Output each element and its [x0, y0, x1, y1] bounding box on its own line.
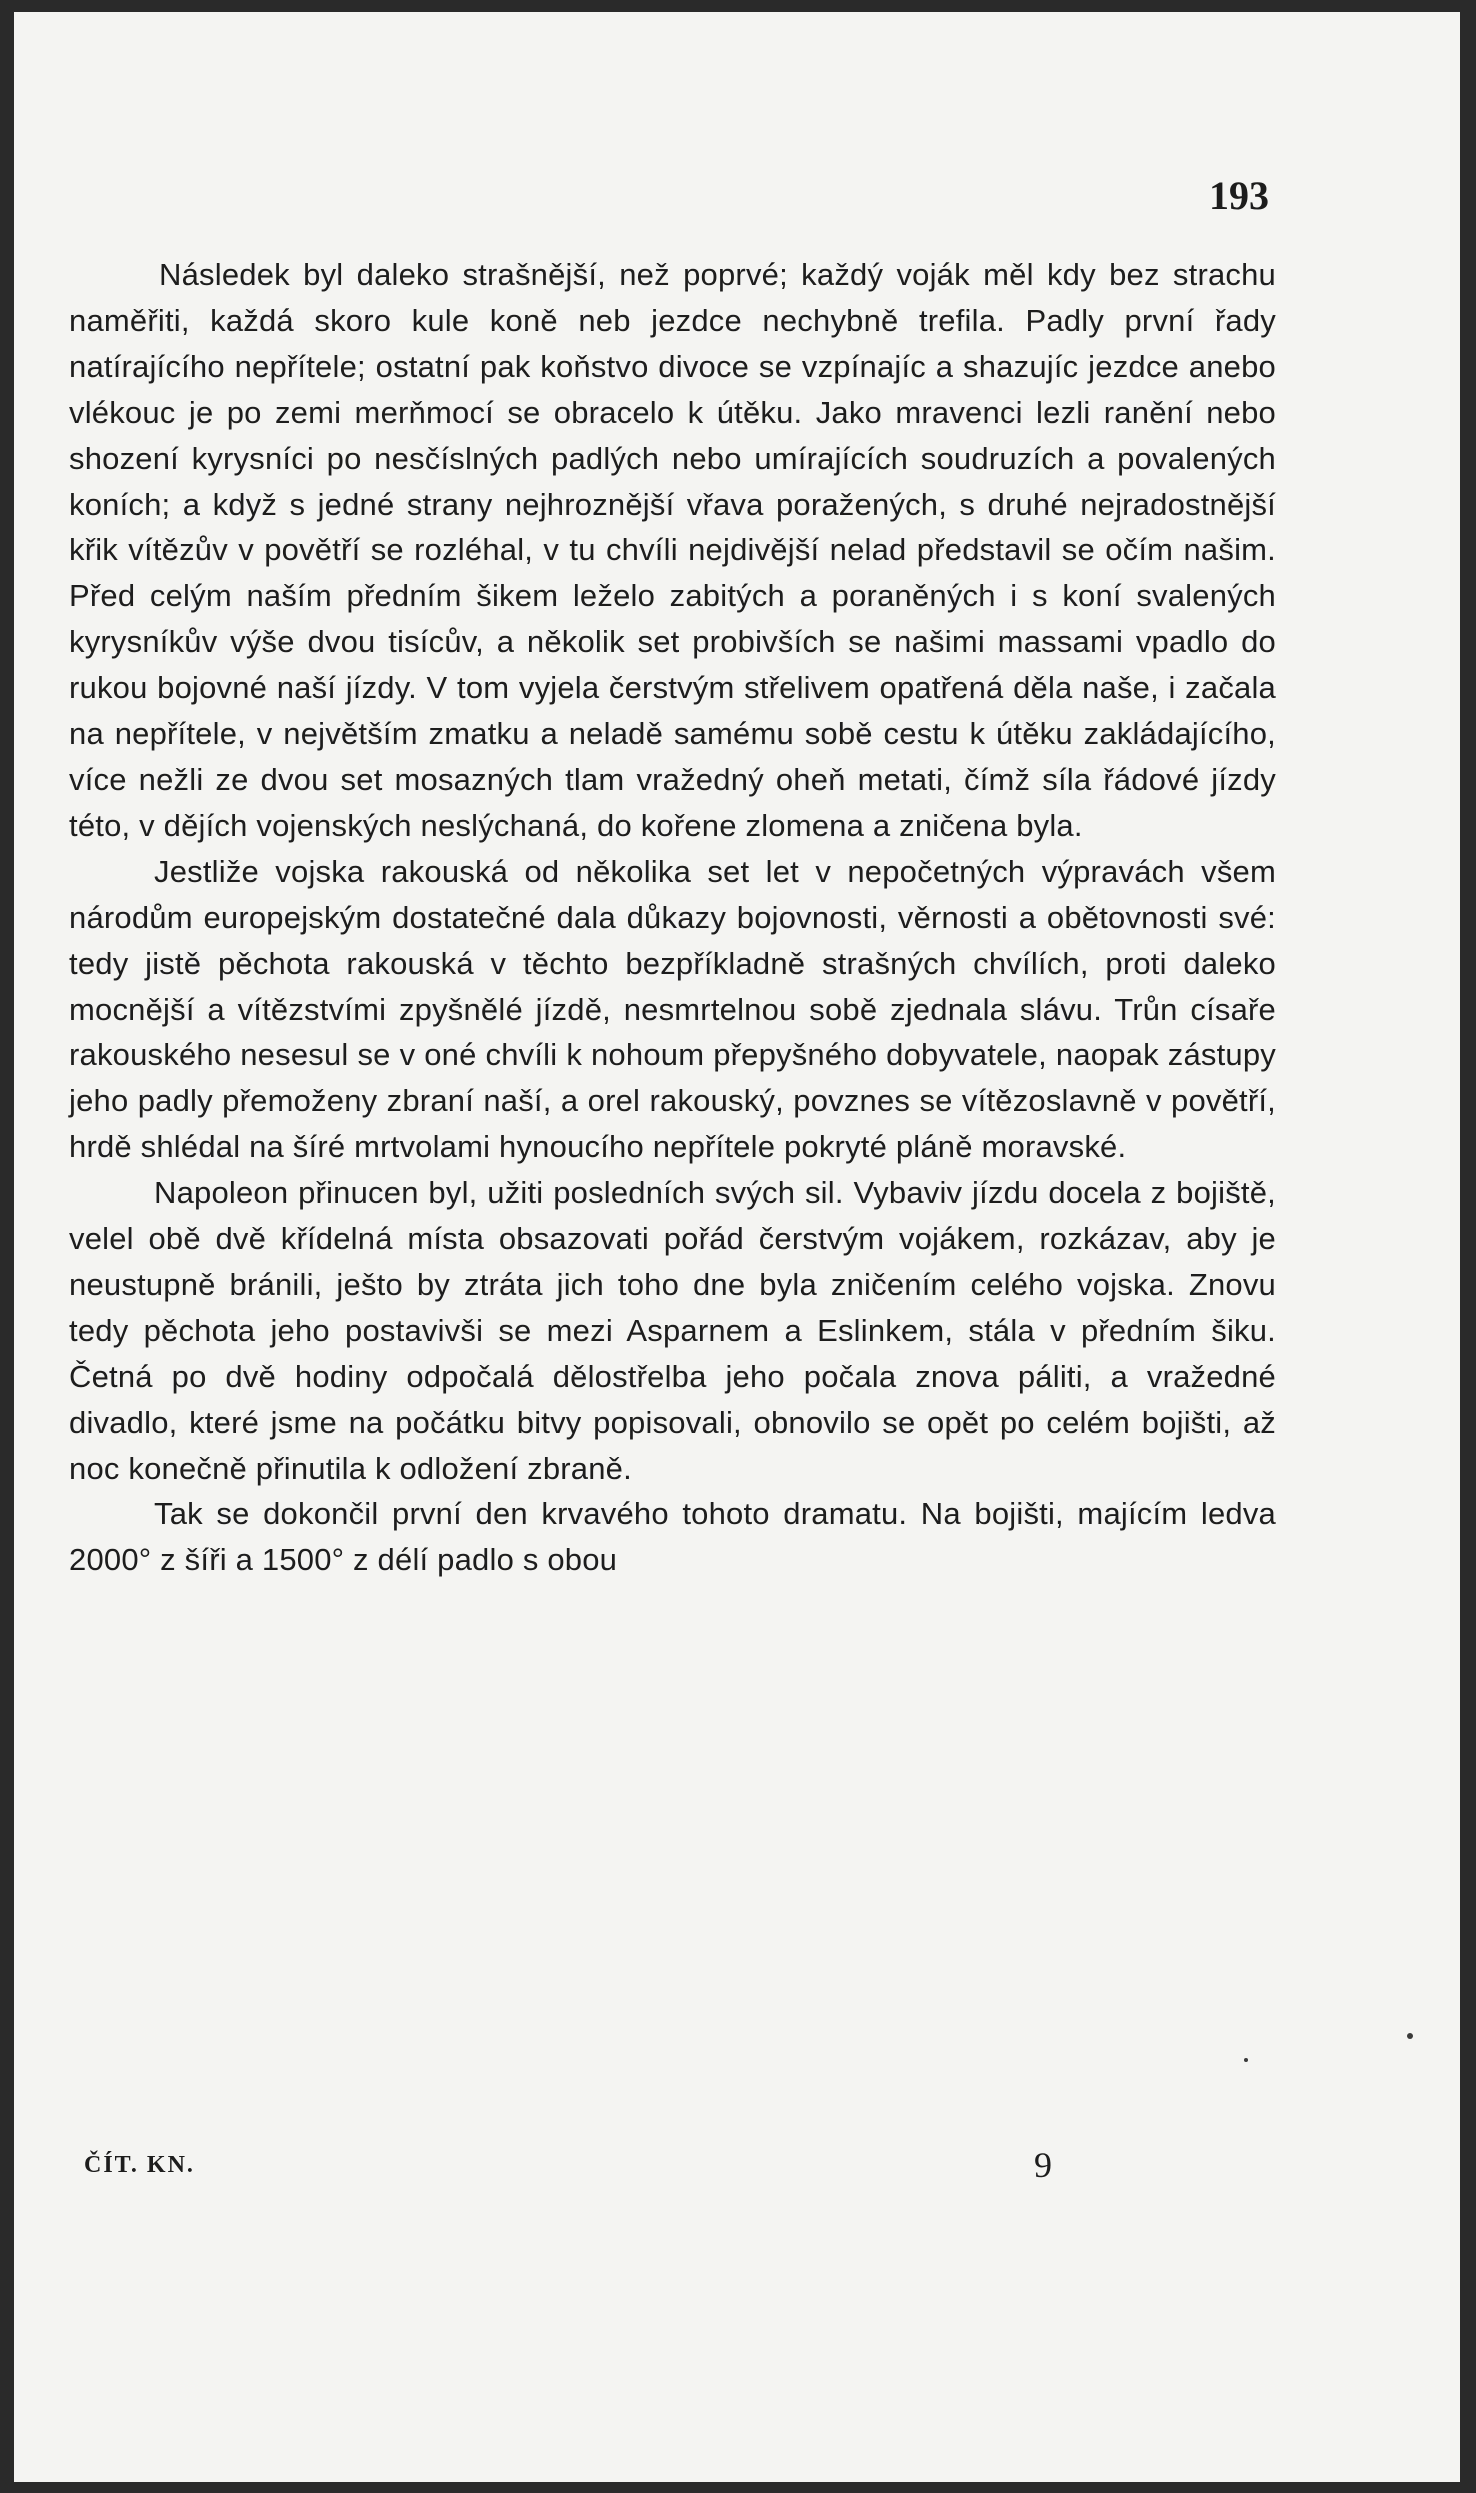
sheet-number: 9: [1034, 2145, 1052, 2185]
paragraph: Následek byl daleko strašnější, než poprvé; každý voják měl kdy bez strachu naměřiti, každá skoro kule koně neb jezdce nechybně trefila. Padly první řady natírajícího nepřítele; ostatní pak koňstvo divoce se vzpínajíc a shazujíc jezdce anebo vlékouc je po zemi merňmocí se obracelo k útěku. Jako mravenci lezli ranění nebo shození kyrysníci po nesčíslných padlých nebo umírajících soudruzích a povalených koních; a když s jedné strany nejhroznější vřava poražených, s druhé nejradostnější křik vítězův v povětří se rozléhal, v tu chvíli nejdivější nelad představil se očím našim. Před celým naším předním šikem leželo zabitých a poraněných i s koní svalených kyrysníkův výše dvou tisícův, a několik set probivších se našimi massami vpadlo do rukou bojovné naší jízdy. V tom vyjela čerstvým střelivem opatřená děla naše, i začala na nepřítele, v největším zmatku a neladě samému sobě cestu k útěku zakládajícího, více nežli ze dvou set mosazných tlam vražedný oheň metati, čímž síla řádové jízdy této, v dějích vojenských neslýchaná, do kořene zlomena a zničena byla.: [69, 257, 1276, 843]
print-speck: [1407, 2033, 1413, 2039]
book-page: [14, 12, 1460, 2482]
print-speck: [1244, 2058, 1248, 2062]
signature-mark: ČÍT. KN.: [84, 2152, 195, 2178]
paragraph: Napoleon přinucen byl, užiti posledních svých sil. Vybaviv jízdu docela z bojiště, velel obě dvě křídelná místa obsazovati pořád čerstvým vojákem, rozkázav, aby je neustupně bránili, ješto by ztráta jich toho dne byla zničením celého vojska. Znovu tedy pěchota jeho postavivši se mezi Asparnem a Eslinkem, stála v předním šiku. Četná po dvě hodiny odpočalá dělostřelba jeho počala znova páliti, a vražedné divadlo, které jsme na počátku bitvy popisovali, obnovilo se opět po celém bojišti, až noc konečně přinutila k odložení zbraně.: [69, 1175, 1276, 1486]
paragraph: Tak se dokončil první den krvavého tohoto dramatu. Na bojišti, majícím ledva 2000° z šíři a 1500° z délí padlo s obou: [69, 1496, 1276, 1578]
body-text: [69, 252, 1276, 1583]
page-number: 193: [1209, 173, 1269, 218]
paragraph: Jestliže vojska rakouská od několika set let v nepočetných výpravách všem národům europejským dostatečné dala důkazy bojovnosti, věrnosti a obětovnosti své: tedy jistě pěchota rakouská v těchto bezpříkladně strašných chvílích, proti daleko mocnější a vítězstvími zpyšnělé jízdě, nesmrtelnou sobě zjednala slávu. Trůn císaře rakouského nesesul se v oné chvíli k nohoum přepyšného dobyvatele, naopak zástupy jeho padly přemoženy zbraní naší, a orel rakouský, povznes se vítězoslavně v povětří, hrdě shlédal na šíré mrtvolami hynoucího nepřítele pokryté pláně moravské.: [69, 853, 1276, 1165]
